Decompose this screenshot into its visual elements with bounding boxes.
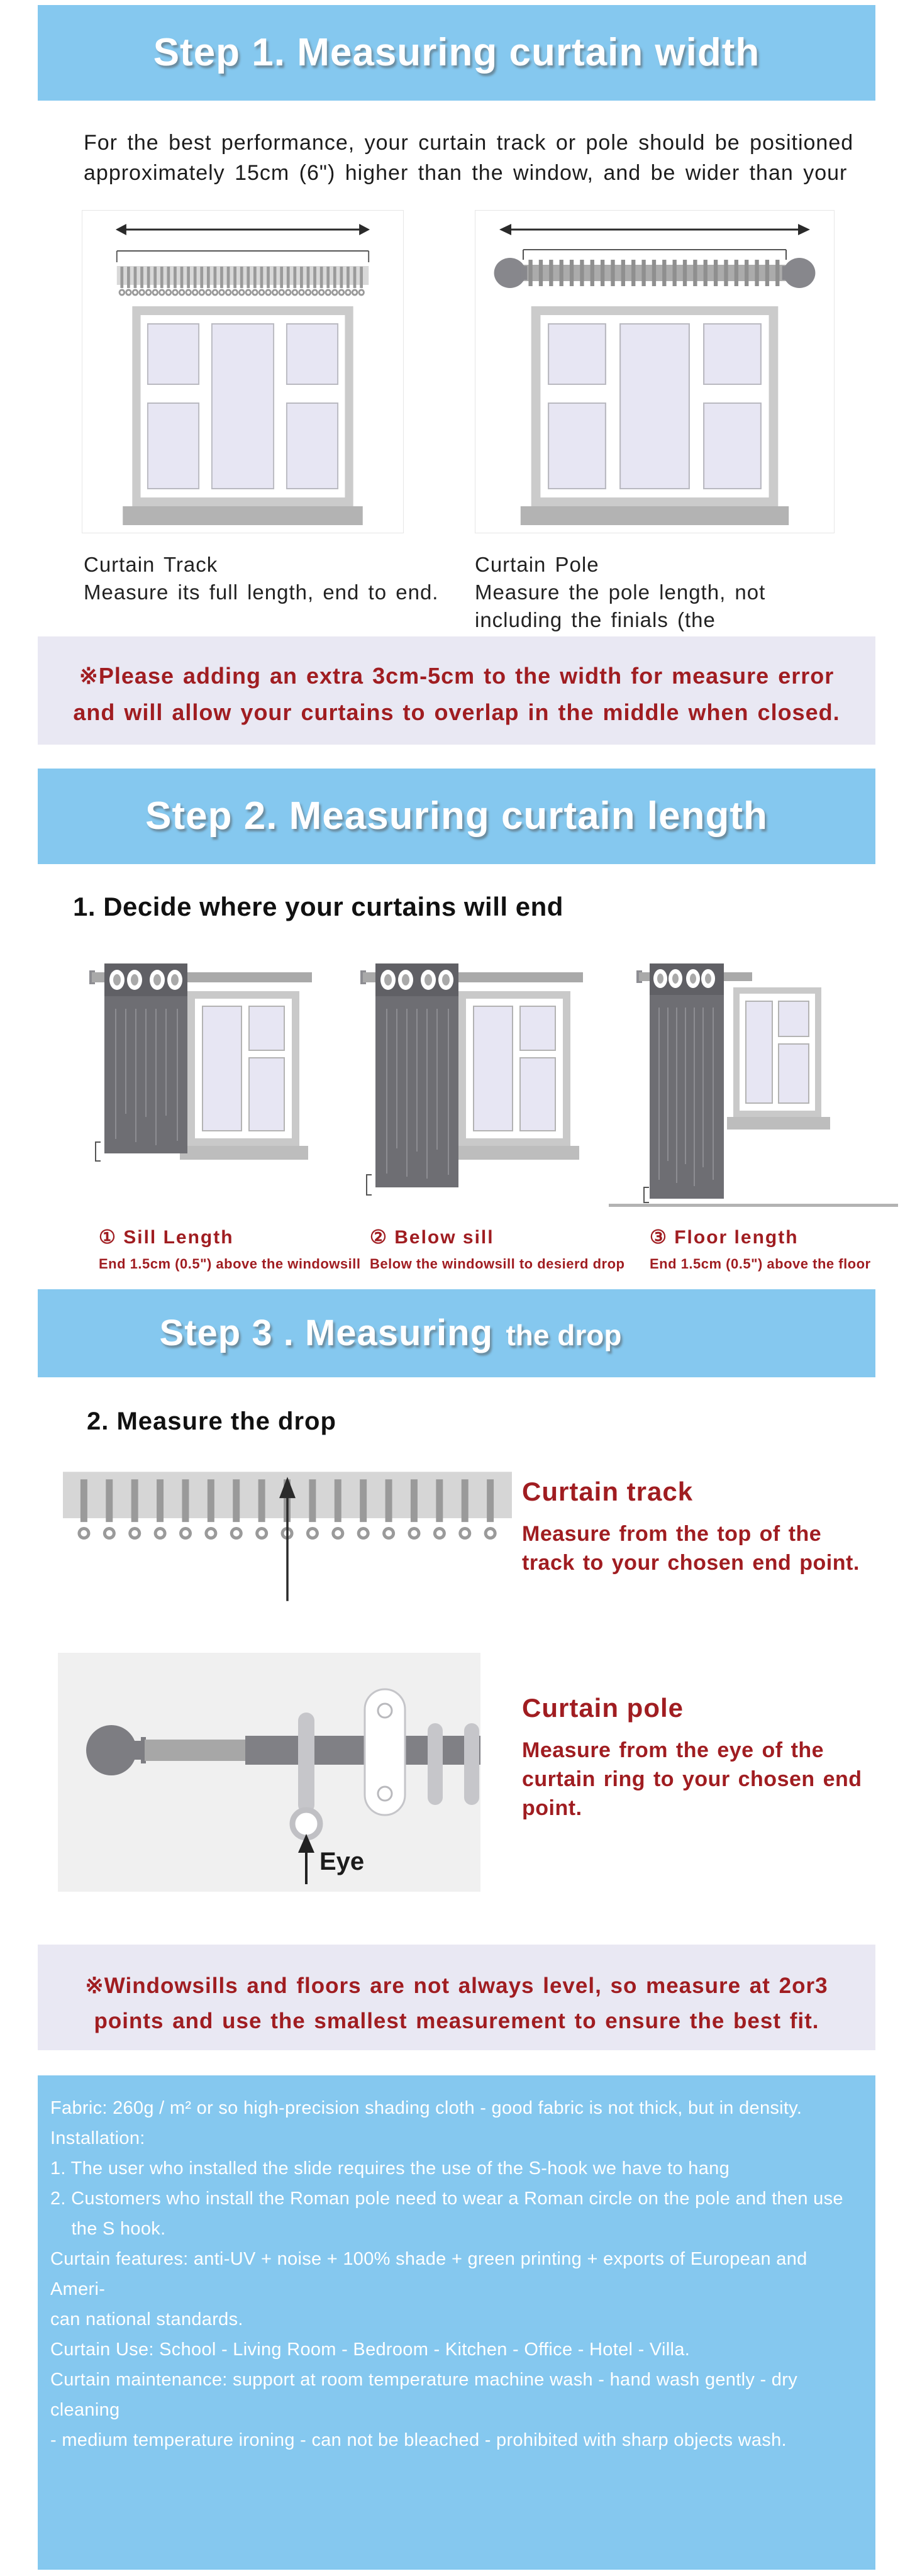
step2-header-band	[38, 769, 875, 864]
floor-line	[609, 1204, 898, 1207]
curtain-ring	[464, 1723, 479, 1805]
floor-length-curtain-diagram	[609, 953, 898, 1224]
window-graphic	[521, 306, 789, 525]
curtain-track-diagram-box	[82, 210, 404, 533]
pole-caption-line2: including the finials (the	[475, 608, 716, 631]
footer-line: Fabric: 260g / m² or so high-precision shading cloth - good fabric is not thick, but in density.	[50, 2098, 802, 2118]
track-drop-text	[522, 1519, 862, 1577]
step1-title: Step 1. Measuring curtain width	[153, 31, 760, 74]
footer-line: Curtain maintenance: support at room temperature machine wash - hand wash gently - dry cleaning	[50, 2370, 803, 2420]
pole-caption-title: Curtain Pole	[475, 553, 599, 576]
curtain-pole-graphic	[494, 258, 816, 288]
width-double-arrow-icon	[499, 224, 810, 235]
grommet-curtain-graphic	[104, 963, 187, 1153]
track-drop-line1: Measure from the top of the	[522, 1522, 822, 1546]
track-caption-title: Curtain Track	[84, 553, 218, 576]
width-note-line1: ※Please adding an extra 3cm-5cm to the width for measure error	[79, 663, 835, 689]
track-drop-diagram	[62, 1469, 513, 1604]
pole-drop-title: Curtain pole	[522, 1693, 684, 1723]
windowsill	[123, 506, 363, 525]
product-details-panel	[38, 2075, 875, 2570]
step2-heading: 1. Decide where your curtains will end	[73, 892, 563, 921]
pole-drop-diagram	[58, 1653, 480, 1892]
windowsill	[727, 1117, 830, 1130]
measure-bracket	[117, 251, 369, 262]
grommet-curtain-graphic	[375, 963, 458, 1187]
pole-drop-text	[522, 1736, 874, 1823]
option-label: ③ Floor length	[650, 1227, 799, 1248]
footer-line: - medium temperature ironing - can not be bleached - prohibited with sharp objects wash.	[50, 2430, 787, 2450]
pole-drop-line3: point.	[522, 1796, 582, 1820]
window-graphic	[180, 991, 308, 1160]
windowsill	[180, 1146, 308, 1160]
width-note	[38, 636, 875, 745]
measure-end-mark	[644, 1187, 649, 1202]
pole-drop-line1: Measure from the eye of the	[522, 1738, 824, 1762]
measure-end-mark	[367, 1175, 372, 1195]
measure-bracket	[523, 250, 786, 260]
option-sill-length	[99, 1226, 360, 1272]
curtain-pole-window-diagram	[475, 211, 834, 533]
curtain-track-window-diagram	[82, 211, 403, 533]
step3-title-sub: the drop	[506, 1319, 622, 1352]
pole-caption-line1: Measure the pole length, not	[475, 580, 766, 604]
level-note-line1: ※Windowsills and floors are not always level, so measure at 2or3	[85, 1974, 828, 1998]
footer-line: Curtain features: anti-UV + noise + 100% shade + green printing + exports of European and Ameri-	[50, 2249, 812, 2299]
width-double-arrow-icon	[116, 224, 370, 235]
track-caption-text: Measure its full length, end to end.	[84, 580, 439, 604]
sill-length-curtain-diagram	[88, 953, 327, 1224]
option-desc: End 1.5cm (0.5") above the windowsill	[99, 1256, 361, 1272]
pole-caption	[475, 551, 865, 634]
window-graphic	[727, 987, 830, 1130]
track-caption	[84, 551, 461, 606]
step1-header-band	[38, 5, 875, 101]
footer-line: the S hook.	[50, 2219, 166, 2239]
step3-header-band	[38, 1289, 875, 1377]
windowsill	[521, 506, 789, 525]
width-note-line2: and will allow your curtains to overlap in the middle when closed.	[73, 699, 840, 725]
option-desc: Below the windowsill to desierd drop	[370, 1256, 625, 1272]
step1-intro	[84, 128, 863, 188]
window-graphic	[451, 991, 579, 1160]
footer-line: 1. The user who installed the slide requires the use of the S-hook we have to hang	[50, 2158, 730, 2179]
measure-end-mark	[96, 1142, 101, 1161]
step2-title: Step 2. Measuring curtain length	[145, 794, 768, 838]
track-drop-title: Curtain track	[522, 1477, 694, 1506]
option-label: ① Sill Length	[99, 1227, 234, 1248]
level-note	[38, 1945, 875, 2050]
pole-bracket	[365, 1689, 405, 1815]
step3-heading: 2. Measure the drop	[87, 1407, 336, 1435]
below-sill-curtain-diagram	[359, 953, 598, 1224]
grommet-curtain-graphic	[650, 963, 724, 1199]
pole-drop-line2: curtain ring to your chosen end	[522, 1767, 862, 1791]
footer-line: can national standards.	[50, 2309, 243, 2329]
option-label: ② Below sill	[370, 1227, 494, 1248]
windowsill	[451, 1146, 579, 1160]
footer-line: Curtain Use: School - Living Room - Bedroom - Kitchen - Office - Hotel - Villa.	[50, 2340, 691, 2360]
eye-label: Eye	[319, 1848, 365, 1875]
footer-line: 2. Customers who install the Roman pole need to wear a Roman circle on the pole and then use	[50, 2189, 843, 2209]
option-desc: End 1.5cm (0.5") above the floor	[650, 1256, 871, 1272]
footer-line: Installation:	[50, 2128, 145, 2148]
curtain-track-graphic	[117, 266, 369, 292]
measure-up-arrow-icon	[279, 1477, 296, 1601]
curtain-ring	[428, 1723, 443, 1805]
finial	[86, 1725, 136, 1775]
window-graphic	[123, 306, 363, 525]
option-floor-length	[650, 1226, 871, 1272]
step1-intro-line2: approximately 15cm (6") higher than the window, and be wider than your	[84, 161, 848, 185]
track-drop-line2: track to your chosen end point.	[522, 1551, 860, 1575]
option-below-sill	[370, 1226, 624, 1272]
step1-intro-line1: For the best performance, your curtain track or pole should be positioned	[84, 131, 854, 155]
step3-title-main: Step 3 . Measuring	[159, 1313, 494, 1353]
curtain-pole-diagram-box	[475, 210, 835, 533]
level-note-line2: points and use the smallest measurement to ensure the best fit.	[94, 2009, 819, 2033]
